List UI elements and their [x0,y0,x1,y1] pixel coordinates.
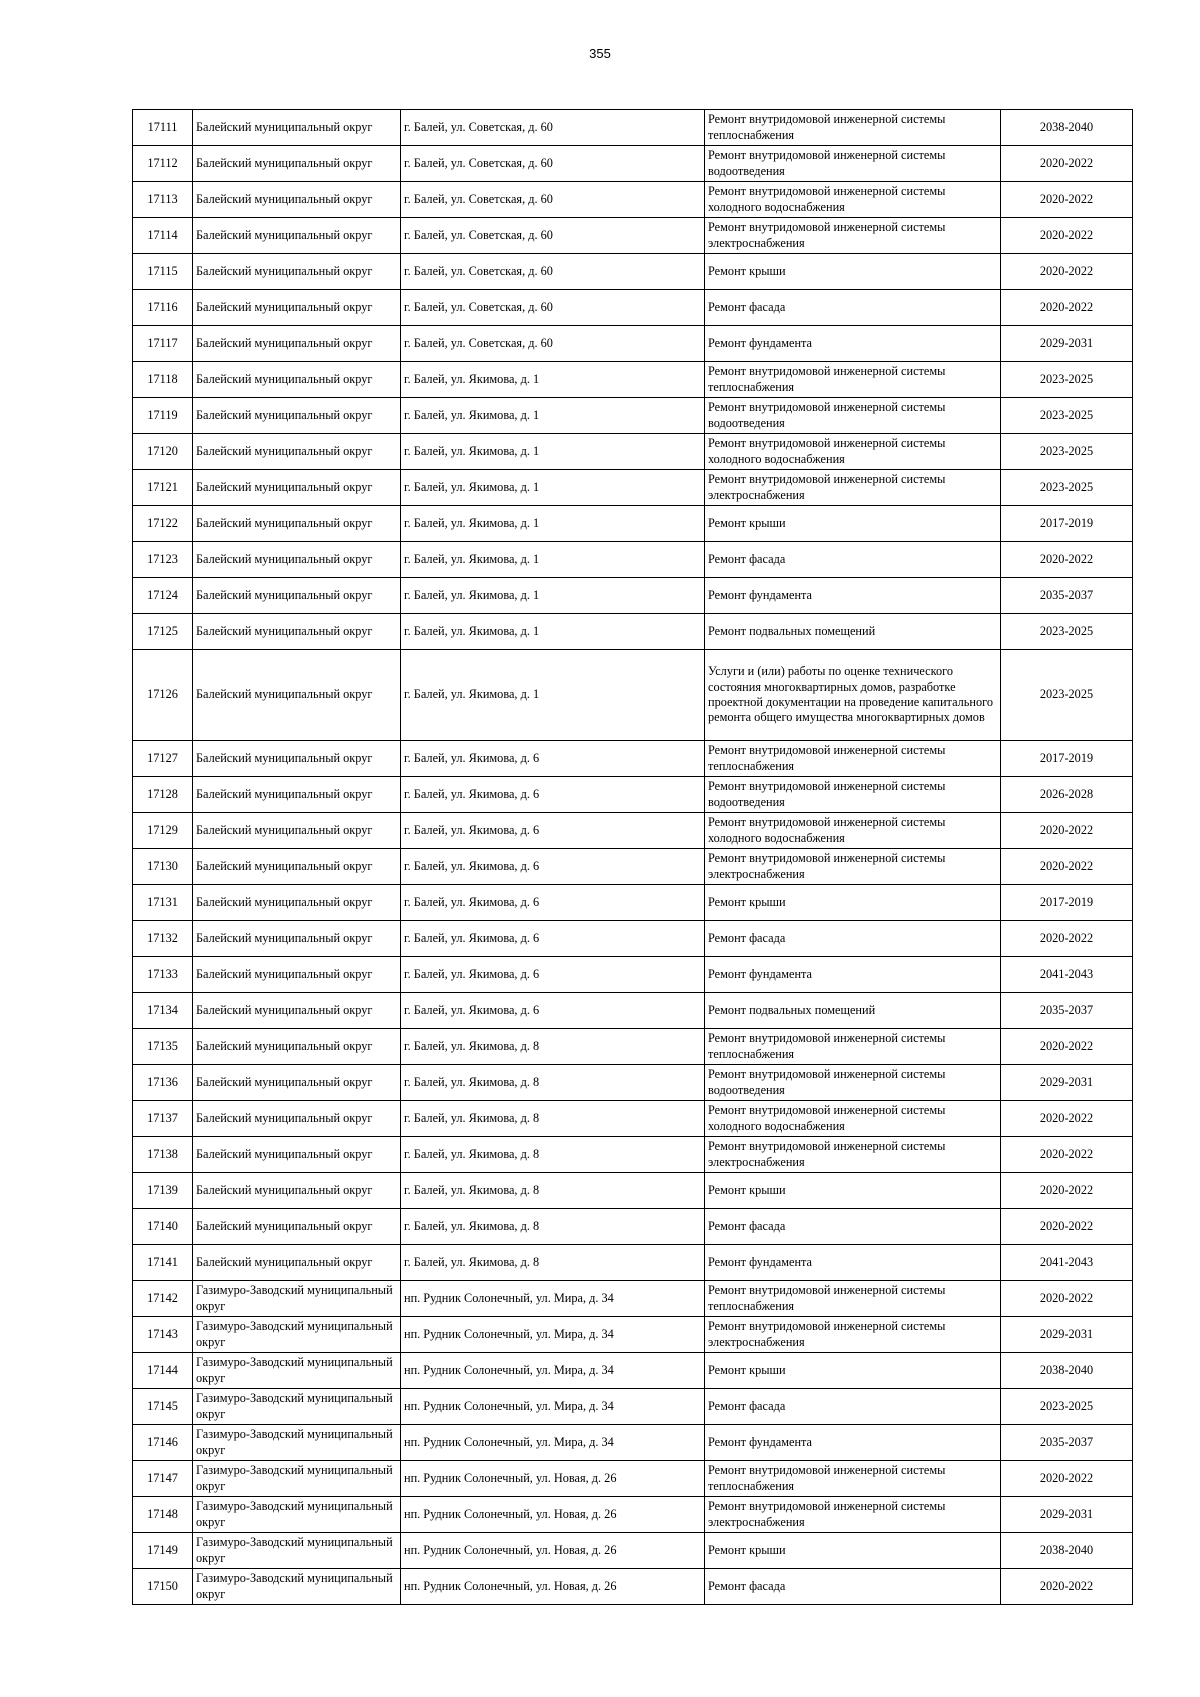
cell-period: 2023-2025 [1001,614,1133,650]
cell-id: 17127 [133,741,193,777]
cell-work-type: Ремонт фундамента [705,1245,1001,1281]
cell-district: Балейский муниципальный округ [193,1065,401,1101]
cell-id: 17122 [133,506,193,542]
table-row [133,434,1133,470]
cell-work-type: Ремонт внутридомовой инженерной системы холодного водоснабжения [705,1101,1001,1137]
cell-district: Балейский муниципальный округ [193,1101,401,1137]
cell-address: г. Балей, ул. Якимова, д. 8 [401,1245,705,1281]
cell-id: 17112 [133,146,193,182]
cell-period: 2020-2022 [1001,182,1133,218]
cell-work-type: Ремонт крыши [705,1533,1001,1569]
cell-district: Балейский муниципальный округ [193,218,401,254]
cell-period: 2017-2019 [1001,506,1133,542]
cell-address: нп. Рудник Солонечный, ул. Мира, д. 34 [401,1281,705,1317]
cell-id: 17143 [133,1317,193,1353]
cell-district: Балейский муниципальный округ [193,110,401,146]
cell-work-type: Ремонт внутридомовой инженерной системы электроснабжения [705,849,1001,885]
table-row [133,957,1133,993]
cell-id: 17124 [133,578,193,614]
cell-period: 2017-2019 [1001,885,1133,921]
cell-district: Балейский муниципальный округ [193,254,401,290]
cell-id: 17116 [133,290,193,326]
cell-period: 2020-2022 [1001,1209,1133,1245]
table-row [133,1389,1133,1425]
cell-district: Газимуро-Заводский муниципальный округ [193,1317,401,1353]
cell-address: нп. Рудник Солонечный, ул. Новая, д. 26 [401,1497,705,1533]
cell-address: нп. Рудник Солонечный, ул. Мира, д. 34 [401,1353,705,1389]
cell-district: Балейский муниципальный округ [193,362,401,398]
table-row [133,290,1133,326]
cell-period: 2026-2028 [1001,777,1133,813]
cell-work-type: Ремонт внутридомовой инженерной системы электроснабжения [705,1497,1001,1533]
page-number: 355 [589,46,611,61]
table-row [133,1353,1133,1389]
cell-work-type: Ремонт внутридомовой инженерной системы теплоснабжения [705,1029,1001,1065]
cell-district: Балейский муниципальный округ [193,470,401,506]
table-row [133,218,1133,254]
cell-period: 2020-2022 [1001,1173,1133,1209]
cell-district: Балейский муниципальный округ [193,741,401,777]
cell-period: 2023-2025 [1001,1389,1133,1425]
cell-address: нп. Рудник Солонечный, ул. Новая, д. 26 [401,1569,705,1605]
cell-work-type: Ремонт внутридомовой инженерной системы теплоснабжения [705,362,1001,398]
cell-district: Газимуро-Заводский муниципальный округ [193,1461,401,1497]
cell-id: 17140 [133,1209,193,1245]
cell-period: 2017-2019 [1001,741,1133,777]
cell-work-type: Ремонт крыши [705,1173,1001,1209]
cell-address: нп. Рудник Солонечный, ул. Мира, д. 34 [401,1425,705,1461]
cell-id: 17138 [133,1137,193,1173]
cell-work-type: Ремонт внутридомовой инженерной системы водоотведения [705,398,1001,434]
cell-district: Балейский муниципальный округ [193,290,401,326]
cell-period: 2020-2022 [1001,1281,1133,1317]
table-row [133,777,1133,813]
cell-address: г. Балей, ул. Якимова, д. 8 [401,1101,705,1137]
cell-address: г. Балей, ул. Якимова, д. 1 [401,578,705,614]
table-row [133,1281,1133,1317]
table-row [133,993,1133,1029]
cell-period: 2038-2040 [1001,1353,1133,1389]
cell-district: Балейский муниципальный округ [193,921,401,957]
table-row [133,1245,1133,1281]
cell-district: Балейский муниципальный округ [193,993,401,1029]
cell-address: г. Балей, ул. Якимова, д. 6 [401,885,705,921]
cell-district: Балейский муниципальный округ [193,885,401,921]
cell-id: 17134 [133,993,193,1029]
cell-id: 17125 [133,614,193,650]
cell-address: г. Балей, ул. Якимова, д. 8 [401,1029,705,1065]
cell-work-type: Ремонт фундамента [705,326,1001,362]
cell-work-type: Ремонт внутридомовой инженерной системы электроснабжения [705,1137,1001,1173]
cell-district: Балейский муниципальный округ [193,650,401,741]
table-row [133,326,1133,362]
table-row [133,813,1133,849]
cell-period: 2041-2043 [1001,957,1133,993]
cell-period: 2020-2022 [1001,290,1133,326]
cell-district: Газимуро-Заводский муниципальный округ [193,1569,401,1605]
cell-work-type: Ремонт внутридомовой инженерной системы водоотведения [705,777,1001,813]
cell-id: 17128 [133,777,193,813]
cell-address: г. Балей, ул. Якимова, д. 8 [401,1137,705,1173]
cell-address: г. Балей, ул. Советская, д. 60 [401,218,705,254]
cell-period: 2023-2025 [1001,650,1133,741]
cell-district: Газимуро-Заводский муниципальный округ [193,1533,401,1569]
cell-period: 2035-2037 [1001,993,1133,1029]
cell-work-type: Ремонт внутридомовой инженерной системы электроснабжения [705,1317,1001,1353]
cell-id: 17133 [133,957,193,993]
table-row [133,1461,1133,1497]
cell-work-type: Ремонт внутридомовой инженерной системы водоотведения [705,1065,1001,1101]
cell-district: Балейский муниципальный округ [193,1245,401,1281]
table-row [133,1569,1133,1605]
cell-id: 17118 [133,362,193,398]
cell-period: 2020-2022 [1001,921,1133,957]
cell-district: Газимуро-Заводский муниципальный округ [193,1353,401,1389]
cell-period: 2029-2031 [1001,326,1133,362]
table-row [133,398,1133,434]
cell-address: г. Балей, ул. Якимова, д. 6 [401,849,705,885]
cell-period: 2035-2037 [1001,578,1133,614]
cell-id: 17139 [133,1173,193,1209]
cell-address: г. Балей, ул. Якимова, д. 1 [401,650,705,741]
table-row [133,1425,1133,1461]
cell-district: Балейский муниципальный округ [193,614,401,650]
cell-address: г. Балей, ул. Якимова, д. 8 [401,1065,705,1101]
cell-address: г. Балей, ул. Якимова, д. 6 [401,741,705,777]
cell-period: 2023-2025 [1001,470,1133,506]
table-row [133,578,1133,614]
capital-repair-table [132,109,1133,1605]
cell-address: г. Балей, ул. Якимова, д. 6 [401,813,705,849]
table-row [133,1029,1133,1065]
cell-id: 17114 [133,218,193,254]
cell-id: 17147 [133,1461,193,1497]
cell-id: 17126 [133,650,193,741]
cell-id: 17141 [133,1245,193,1281]
table-row [133,506,1133,542]
table-row [133,470,1133,506]
cell-id: 17120 [133,434,193,470]
cell-period: 2020-2022 [1001,1029,1133,1065]
cell-work-type: Ремонт крыши [705,885,1001,921]
cell-district: Балейский муниципальный округ [193,398,401,434]
cell-work-type: Ремонт фасада [705,542,1001,578]
cell-period: 2038-2040 [1001,1533,1133,1569]
cell-id: 17119 [133,398,193,434]
cell-id: 17144 [133,1353,193,1389]
cell-period: 2020-2022 [1001,146,1133,182]
cell-address: г. Балей, ул. Якимова, д. 6 [401,921,705,957]
table-row [133,1065,1133,1101]
cell-id: 17145 [133,1389,193,1425]
cell-address: г. Балей, ул. Якимова, д. 8 [401,1173,705,1209]
cell-id: 17123 [133,542,193,578]
table-row [133,1101,1133,1137]
cell-period: 2020-2022 [1001,849,1133,885]
cell-address: нп. Рудник Солонечный, ул. Новая, д. 26 [401,1533,705,1569]
cell-work-type: Ремонт крыши [705,1353,1001,1389]
cell-address: г. Балей, ул. Якимова, д. 1 [401,434,705,470]
cell-address: г. Балей, ул. Якимова, д. 1 [401,470,705,506]
cell-period: 2029-2031 [1001,1317,1133,1353]
cell-work-type: Ремонт внутридомовой инженерной системы холодного водоснабжения [705,434,1001,470]
cell-district: Балейский муниципальный округ [193,813,401,849]
cell-work-type: Ремонт внутридомовой инженерной системы электроснабжения [705,218,1001,254]
cell-id: 17117 [133,326,193,362]
cell-id: 17111 [133,110,193,146]
cell-work-type: Ремонт крыши [705,254,1001,290]
cell-work-type: Ремонт внутридомовой инженерной системы водоотведения [705,146,1001,182]
cell-id: 17142 [133,1281,193,1317]
cell-work-type: Ремонт фасада [705,290,1001,326]
table-row [133,885,1133,921]
cell-period: 2029-2031 [1001,1497,1133,1533]
cell-period: 2038-2040 [1001,110,1133,146]
cell-district: Балейский муниципальный округ [193,326,401,362]
cell-address: г. Балей, ул. Советская, д. 60 [401,254,705,290]
cell-address: г. Балей, ул. Советская, д. 60 [401,290,705,326]
table-row [133,1209,1133,1245]
cell-id: 17149 [133,1533,193,1569]
cell-work-type: Ремонт внутридомовой инженерной системы теплоснабжения [705,1281,1001,1317]
cell-work-type: Ремонт фасада [705,921,1001,957]
cell-work-type: Ремонт крыши [705,506,1001,542]
cell-address: нп. Рудник Солонечный, ул. Новая, д. 26 [401,1461,705,1497]
cell-id: 17113 [133,182,193,218]
cell-address: г. Балей, ул. Якимова, д. 1 [401,506,705,542]
table-row [133,254,1133,290]
cell-period: 2020-2022 [1001,218,1133,254]
cell-address: г. Балей, ул. Якимова, д. 1 [401,614,705,650]
table-row [133,1137,1133,1173]
cell-period: 2020-2022 [1001,542,1133,578]
cell-work-type: Ремонт подвальных помещений [705,614,1001,650]
cell-work-type: Ремонт фундамента [705,1425,1001,1461]
cell-address: нп. Рудник Солонечный, ул. Мира, д. 34 [401,1317,705,1353]
cell-district: Балейский муниципальный округ [193,777,401,813]
cell-district: Балейский муниципальный округ [193,1137,401,1173]
cell-period: 2041-2043 [1001,1245,1133,1281]
cell-period: 2020-2022 [1001,1461,1133,1497]
cell-address: г. Балей, ул. Якимова, д. 1 [401,362,705,398]
cell-work-type: Ремонт фасада [705,1389,1001,1425]
table-row [133,542,1133,578]
table-row [133,146,1133,182]
cell-period: 2020-2022 [1001,1101,1133,1137]
cell-district: Газимуро-Заводский муниципальный округ [193,1425,401,1461]
table-row [133,849,1133,885]
cell-work-type: Ремонт фасада [705,1569,1001,1605]
table-row [133,1497,1133,1533]
cell-id: 17148 [133,1497,193,1533]
cell-district: Балейский муниципальный округ [193,578,401,614]
table-row [133,741,1133,777]
table-row [133,650,1133,741]
cell-address: г. Балей, ул. Советская, д. 60 [401,146,705,182]
cell-id: 17121 [133,470,193,506]
table-row [133,921,1133,957]
cell-id: 17130 [133,849,193,885]
cell-address: г. Балей, ул. Якимова, д. 6 [401,957,705,993]
cell-period: 2023-2025 [1001,398,1133,434]
cell-district: Балейский муниципальный округ [193,182,401,218]
cell-period: 2029-2031 [1001,1065,1133,1101]
table-row [133,182,1133,218]
cell-district: Балейский муниципальный округ [193,1209,401,1245]
cell-work-type: Ремонт фундамента [705,957,1001,993]
cell-district: Балейский муниципальный округ [193,849,401,885]
cell-period: 2020-2022 [1001,254,1133,290]
cell-period: 2020-2022 [1001,813,1133,849]
table-row [133,362,1133,398]
table-body [133,110,1133,1605]
cell-work-type: Ремонт внутридомовой инженерной системы электроснабжения [705,470,1001,506]
cell-work-type: Ремонт внутридомовой инженерной системы теплоснабжения [705,1461,1001,1497]
table-row [133,1317,1133,1353]
cell-period: 2020-2022 [1001,1137,1133,1173]
cell-address: г. Балей, ул. Советская, д. 60 [401,182,705,218]
cell-address: г. Балей, ул. Якимова, д. 1 [401,542,705,578]
cell-id: 17115 [133,254,193,290]
table-row [133,614,1133,650]
cell-period: 2023-2025 [1001,362,1133,398]
table-row [133,1533,1133,1569]
cell-address: г. Балей, ул. Советская, д. 60 [401,110,705,146]
cell-id: 17131 [133,885,193,921]
cell-district: Балейский муниципальный округ [193,1029,401,1065]
cell-district: Балейский муниципальный округ [193,957,401,993]
cell-work-type: Ремонт внутридомовой инженерной системы теплоснабжения [705,741,1001,777]
cell-district: Газимуро-Заводский муниципальный округ [193,1281,401,1317]
cell-id: 17132 [133,921,193,957]
cell-address: г. Балей, ул. Якимова, д. 6 [401,777,705,813]
cell-address: г. Балей, ул. Якимова, д. 8 [401,1209,705,1245]
cell-work-type: Ремонт фундамента [705,578,1001,614]
cell-address: г. Балей, ул. Советская, д. 60 [401,326,705,362]
cell-work-type: Ремонт внутридомовой инженерной системы холодного водоснабжения [705,182,1001,218]
cell-district: Балейский муниципальный округ [193,1173,401,1209]
cell-period: 2035-2037 [1001,1425,1133,1461]
cell-period: 2023-2025 [1001,434,1133,470]
cell-district: Газимуро-Заводский муниципальный округ [193,1389,401,1425]
cell-district: Балейский муниципальный округ [193,434,401,470]
cell-work-type: Ремонт фасада [705,1209,1001,1245]
cell-id: 17150 [133,1569,193,1605]
cell-district: Балейский муниципальный округ [193,146,401,182]
cell-address: нп. Рудник Солонечный, ул. Мира, д. 34 [401,1389,705,1425]
cell-address: г. Балей, ул. Якимова, д. 1 [401,398,705,434]
cell-work-type: Ремонт внутридомовой инженерной системы холодного водоснабжения [705,813,1001,849]
cell-id: 17136 [133,1065,193,1101]
cell-district: Газимуро-Заводский муниципальный округ [193,1497,401,1533]
table-row [133,1173,1133,1209]
cell-period: 2020-2022 [1001,1569,1133,1605]
cell-work-type: Ремонт внутридомовой инженерной системы теплоснабжения [705,110,1001,146]
cell-id: 17129 [133,813,193,849]
cell-work-type: Ремонт подвальных помещений [705,993,1001,1029]
table-row [133,110,1133,146]
cell-work-type: Услуги и (или) работы по оценке технического состояния многоквартирных домов, разработке проектной документации на проведение капитального ремонта общего имущества многоквартирных домов [705,650,1001,741]
cell-district: Балейский муниципальный округ [193,542,401,578]
cell-id: 17146 [133,1425,193,1461]
cell-address: г. Балей, ул. Якимова, д. 6 [401,993,705,1029]
cell-district: Балейский муниципальный округ [193,506,401,542]
cell-id: 17135 [133,1029,193,1065]
cell-id: 17137 [133,1101,193,1137]
